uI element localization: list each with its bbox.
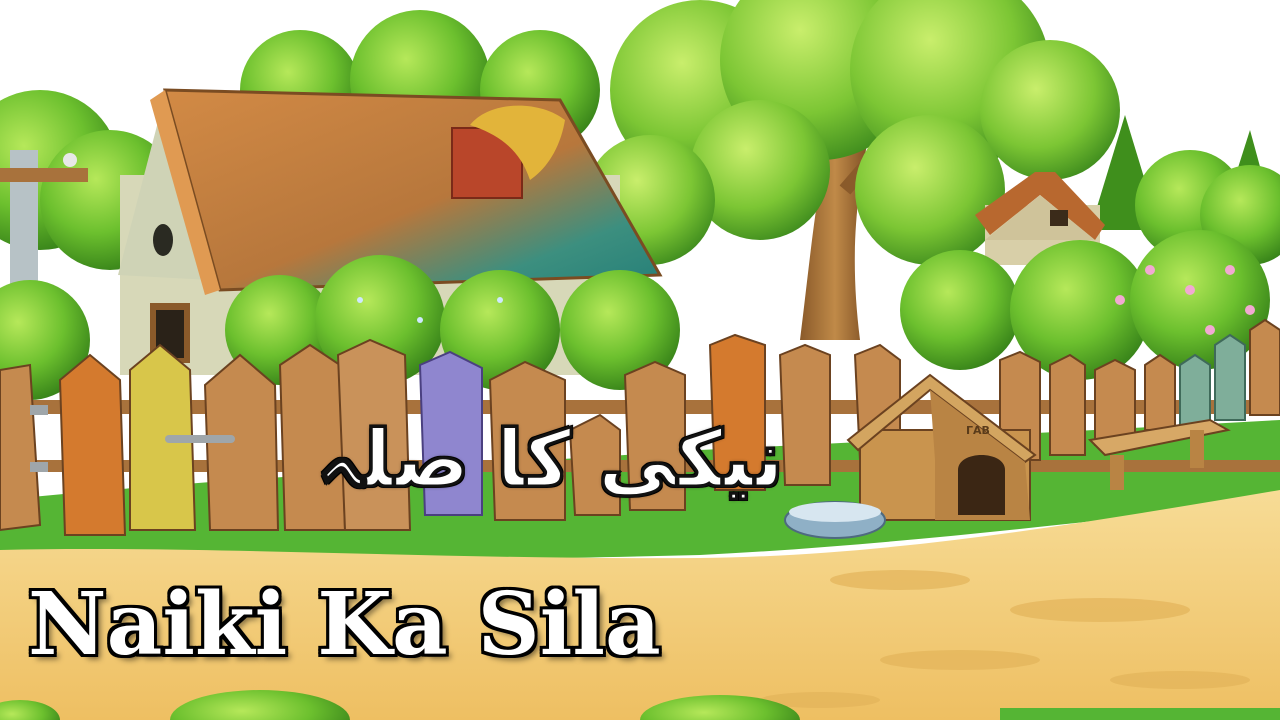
dog-house-sign: ГАВ [966,424,990,437]
title-urdu: نیکی کا صلہ [316,415,784,505]
title-english: Naiki Ka Sila [28,574,661,675]
water-bowl [785,502,885,538]
